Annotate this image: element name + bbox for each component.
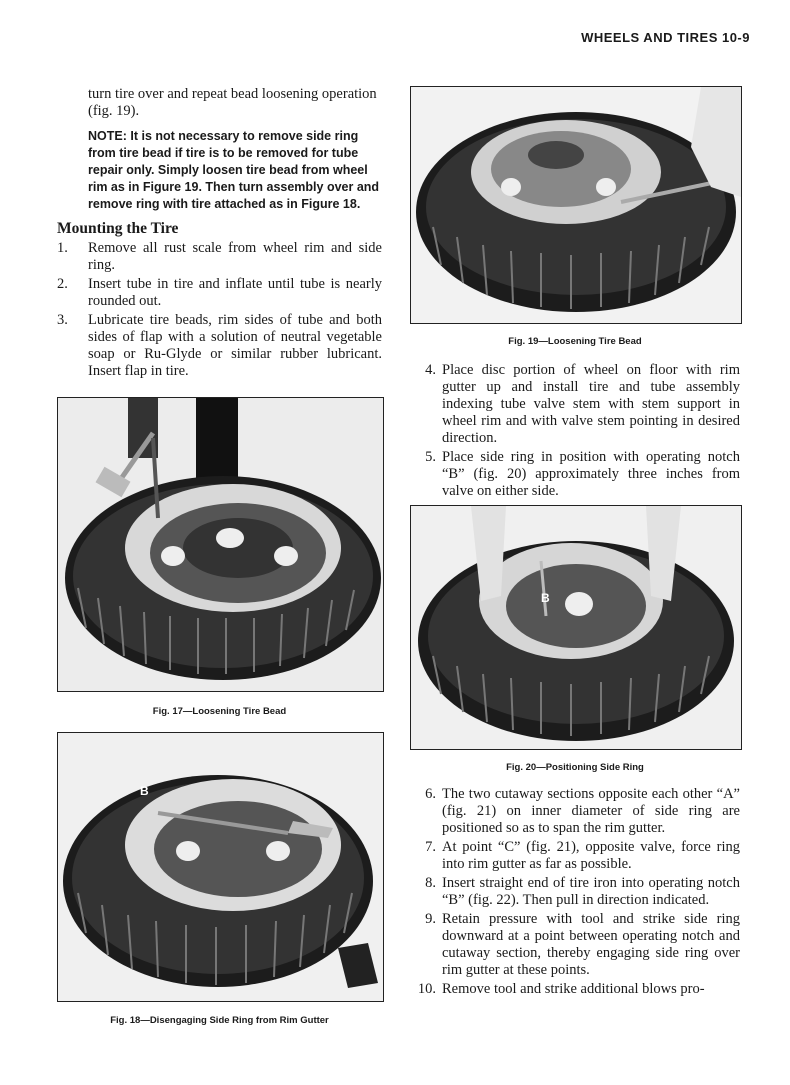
left-column [57, 86, 382, 382]
step-item [57, 312, 382, 380]
step-number: 4. [425, 362, 436, 378]
right-column-upper [410, 362, 740, 502]
figure-18-image [57, 732, 384, 1002]
step-number: 5. [425, 449, 436, 465]
step-number: 10. [417, 981, 436, 997]
step-number: 6. [425, 786, 436, 802]
figure-18-label-b: B [140, 784, 149, 798]
step-number: 9. [425, 911, 436, 927]
step-text: Insert straight end of tire iron into operating notch “B” (fig. 22). Then pull in direction indicated. [442, 875, 740, 908]
figure-20-caption: Fig. 20—Positioning Side Ring [506, 762, 644, 773]
figure-19-image [410, 86, 742, 324]
right-column-lower [410, 786, 740, 1000]
step-item [410, 875, 740, 909]
step-text: Retain pressure with tool and strike side ring downward at a point between operating notch and cutaway section, thereby engaging side ring over rim gutter at these points. [442, 911, 740, 978]
step-number: 8. [425, 875, 436, 891]
figure-19-caption: Fig. 19—Loosening Tire Bead [508, 336, 642, 347]
figure-17-caption: Fig. 17—Loosening Tire Bead [152, 706, 287, 717]
step-number: 2. [57, 276, 68, 292]
figure-20-label-b: B [541, 591, 550, 605]
right-steps-lower [410, 786, 740, 998]
right-steps-upper [410, 362, 740, 500]
step-item [410, 839, 740, 873]
step-item [410, 786, 740, 837]
step-item [410, 362, 740, 447]
step-number: 1. [57, 240, 68, 256]
step-text: Insert tube in tire and inflate until tube is nearly rounded out. [88, 276, 382, 309]
step-text: Lubricate tire beads, rim sides of tube and both sides of flap with a solution of neutral vegetable soap or Ru-Glyde or similar rubber lubricant. Insert flap in tire. [88, 312, 382, 379]
section-heading: Mounting the Tire [57, 220, 179, 237]
note-text: NOTE: It is not necessary to remove side ring from tire bead if tire is to be removed for tube repair only. Simply loosen tire bead from wheel rim as in Figure 19. Then turn assembly over and remove ring with tire attached as in Figure 18. [88, 129, 380, 211]
step-text: Remove all rust scale from wheel rim and side ring. [88, 240, 382, 273]
step-number: 3. [57, 312, 68, 328]
step-number: 7. [425, 839, 436, 855]
step-item [410, 911, 740, 979]
step-item [410, 981, 740, 998]
left-steps [57, 240, 382, 380]
figure-20-image [410, 505, 742, 750]
page-header: WHEELS AND TIRES 10-9 [581, 30, 750, 45]
step-text: Place side ring in position with operating notch “B” (fig. 20) approximately three inches from valve on either side. [442, 449, 740, 499]
continuation-text: turn tire over and repeat bead loosening operation (fig. 19). [88, 86, 377, 119]
figure-17-image [57, 397, 384, 692]
step-item [57, 276, 382, 310]
figure-18-caption: Fig. 18—Disengaging Side Ring from Rim Gutter [110, 1015, 329, 1026]
step-text: Place disc portion of wheel on floor with rim gutter up and install tire and tube assembly indexing tube valve stem with stem support in wheel rim and with valve stem pointing in desired direction. [442, 362, 740, 446]
step-item [57, 240, 382, 274]
step-text: Remove tool and strike additional blows pro- [442, 981, 705, 997]
step-text: At point “C” (fig. 21), opposite valve, force ring into rim gutter as far as possible. [442, 839, 740, 872]
step-text: The two cutaway sections opposite each other “A” (fig. 21) on inner diameter of side ring are positioned so as to span the rim gutter. [442, 786, 740, 836]
step-item [410, 449, 740, 500]
